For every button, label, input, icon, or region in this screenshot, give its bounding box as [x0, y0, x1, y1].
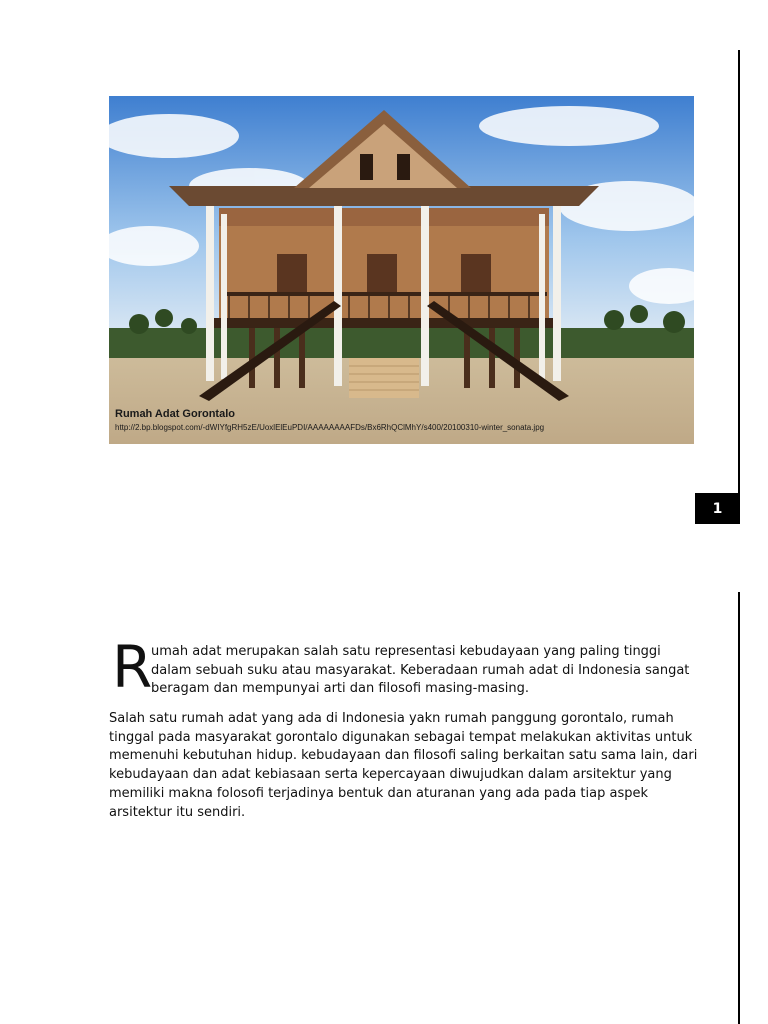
margin-rule-top	[738, 50, 740, 522]
photo-caption-title: Rumah Adat Gorontalo	[115, 408, 235, 420]
page-number: 1	[695, 493, 740, 524]
intro-paragraph: umah adat merupakan salah satu representasi kebudayaan yang paling tinggi dalam sebuah suku atau masyarakat. Keberadaan rumah adat di Indonesia sangat beragam dan mempunyai arti dan filosofi masing-masing.	[151, 644, 690, 697]
house-photo	[109, 96, 694, 444]
photo-source-url: http://2.bp.blogspot.com/-dWIYfgRH5zE/UoxlElEuPDI/AAAAAAAAFDs/Bx6RhQClMhY/s400/20100310-winter_sonata.jpg	[115, 423, 545, 432]
body-paragraph: Salah satu rumah adat yang ada di Indonesia yakn rumah panggung gorontalo, rumah tinggal pada masyarakat gorontalo digunakan sebagai tempat melakukan aktivitas untuk memenuhi kebutuhan hidup. kebudayaan dan filosofi saling berkaitan satu sama lain, dari kebudayaan dan adat kebiasaan serta kepercayaan diwujudkan dalam arsitektur yang memiliki makna folosofi terjadinya bentuk dan aturanan yang ada pada tiap aspek arsitektur itu sendiri.	[109, 711, 698, 820]
margin-rule-bottom	[738, 592, 740, 1024]
drop-cap: R	[112, 633, 153, 701]
